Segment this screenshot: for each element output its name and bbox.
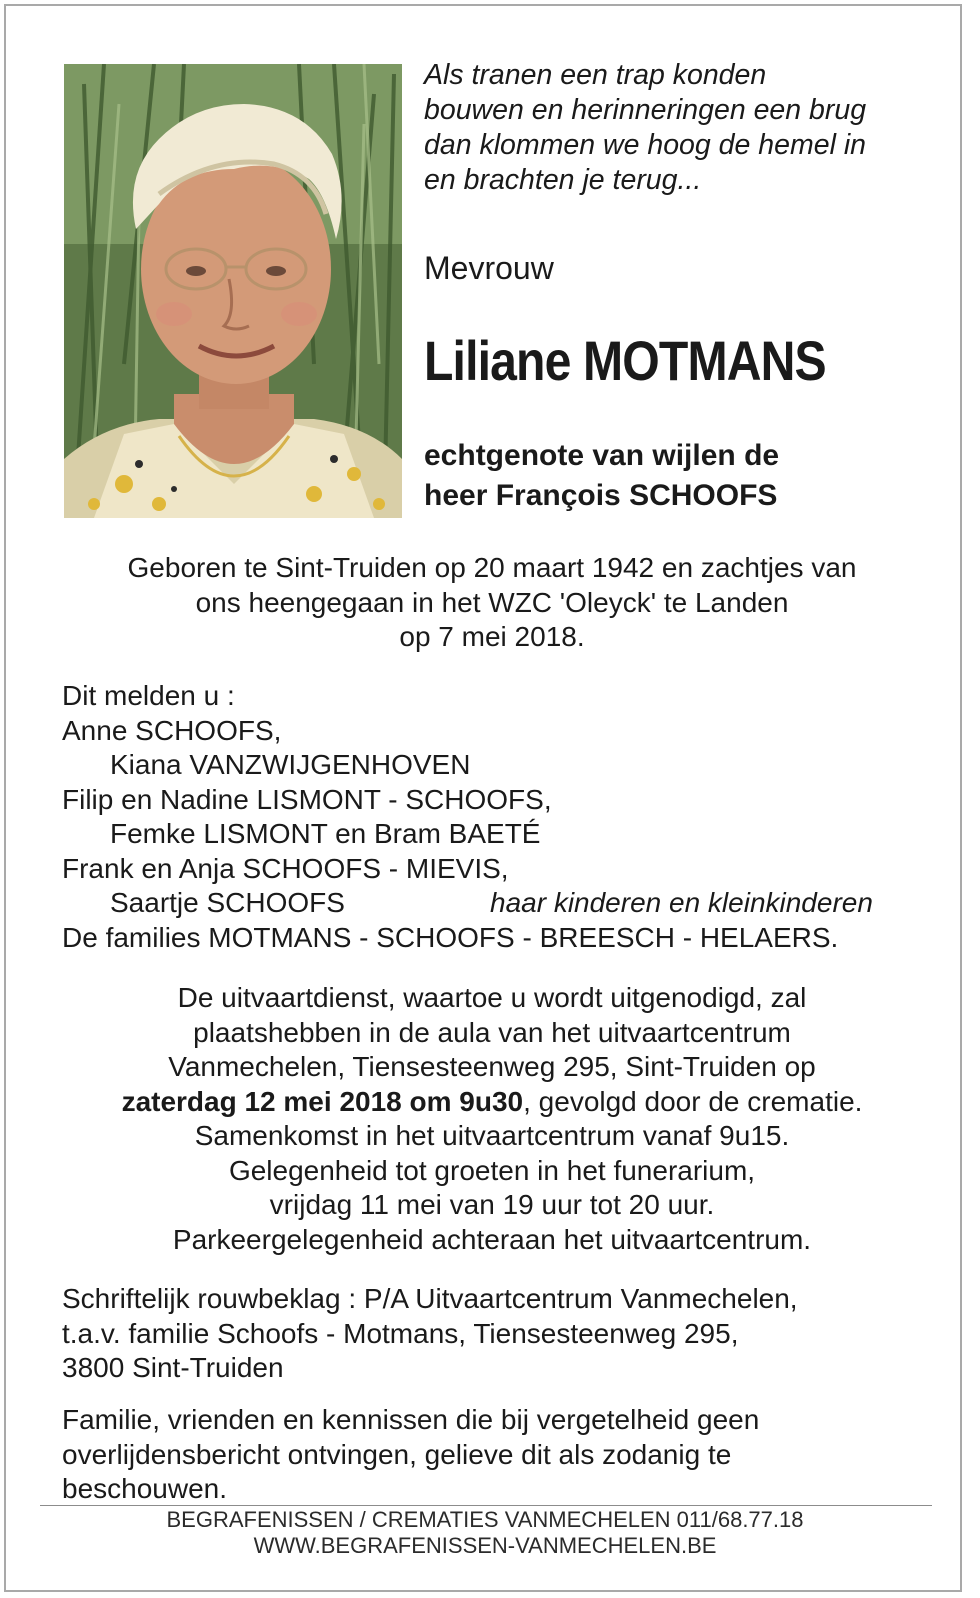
families-line: De families MOTMANS - SCHOOFS - BREESCH - HELAERS. [62, 921, 839, 953]
birth-line: ons heengegaan in het WZC 'Oleyck' te Landen [195, 586, 789, 618]
service-line: Samenkomst in het uitvaartcentrum vanaf 9u15. [194, 1120, 790, 1151]
poem-line: bouwen en herinneringen een brug [424, 94, 867, 126]
service-date: zaterdag 12 mei 2018 om 9u30 [121, 1085, 524, 1117]
family-member: Kiana VANZWIJGENHOVEN [110, 749, 471, 780]
spouse-line: echtgenote van wijlen de [424, 439, 780, 472]
portrait-photo [64, 64, 402, 518]
condolence-line: t.a.v. familie Schoofs - Motmans, Tiensesteenweg 295, [62, 1317, 739, 1349]
service-date-line [62, 1085, 922, 1120]
service-line: plaatshebben in de aula van het uitvaartcentrum [193, 1016, 791, 1048]
birth-death-info [62, 551, 922, 655]
poem-line: Als tranen een trap konden [424, 59, 767, 91]
relation-note: haar kinderen en kleinkinderen [490, 887, 873, 918]
family-member: Saartje SCHOOFS [110, 887, 345, 918]
service-line: Gelegenheid tot groeten in het funerarium, [228, 1154, 756, 1186]
poem-line: en brachten je terug... [424, 164, 702, 196]
condolence-address [62, 1282, 922, 1386]
notice-line: overlijdensbericht ontvingen, gelieve dit als zodanig te [62, 1438, 732, 1470]
spouse-line: heer François SCHOOFS [424, 479, 778, 512]
memorial-poem [424, 58, 924, 198]
salutation: Mevrouw [424, 250, 554, 286]
service-line: De uitvaartdienst, waartoe u wordt uitgenodigd, zal [177, 982, 807, 1013]
funeral-home-contact: BEGRAFENISSEN / CREMATIES VANMECHELEN 011/68.77.18 [166, 1507, 804, 1532]
obituary-card [4, 4, 962, 1592]
poem-line: dan klommen we hoog de hemel in [424, 129, 867, 161]
family-member: Filip en Nadine LISMONT - SCHOOFS, [62, 783, 552, 815]
family-intro: Dit melden u : [62, 680, 235, 711]
family-member: Frank en Anja SCHOOFS - MIEVIS, [62, 852, 509, 884]
service-line: Vanmechelen, Tiensesteenweg 295, Sint-Truiden op [168, 1051, 816, 1082]
funeral-home-website: WWW.BEGRAFENISSEN-VANMECHELEN.BE [253, 1533, 717, 1558]
family-member: Anne SCHOOFS, [62, 714, 282, 746]
service-date-rest: , gevolgd door de crematie. [523, 1085, 863, 1117]
notice-line: Familie, vrienden en kennissen die bij vergetelheid geen [62, 1404, 760, 1435]
footer-divider [40, 1505, 932, 1506]
footer [6, 1507, 962, 1559]
funeral-service-info [62, 981, 922, 1257]
deceased-name: Liliane MOTMANS [424, 329, 826, 392]
spouse-info [424, 436, 779, 516]
birth-line: op 7 mei 2018. [399, 621, 585, 652]
notice-text [62, 1403, 922, 1507]
notice-line: beschouwen. [62, 1473, 228, 1504]
condolence-line: 3800 Sint-Truiden [62, 1352, 284, 1383]
family-announcement [62, 679, 922, 955]
service-line: vrijdag 11 mei van 19 uur tot 20 uur. [269, 1189, 715, 1220]
service-line: Parkeergelegenheid achteraan het uitvaartcentrum. [172, 1223, 812, 1255]
condolence-line: Schriftelijk rouwbeklag : P/A Uitvaartcentrum Vanmechelen, [62, 1283, 798, 1314]
family-member: Femke LISMONT en Bram BAETÉ [110, 818, 541, 849]
birth-line: Geboren te Sint-Truiden op 20 maart 1942 en zachtjes van [127, 552, 857, 583]
